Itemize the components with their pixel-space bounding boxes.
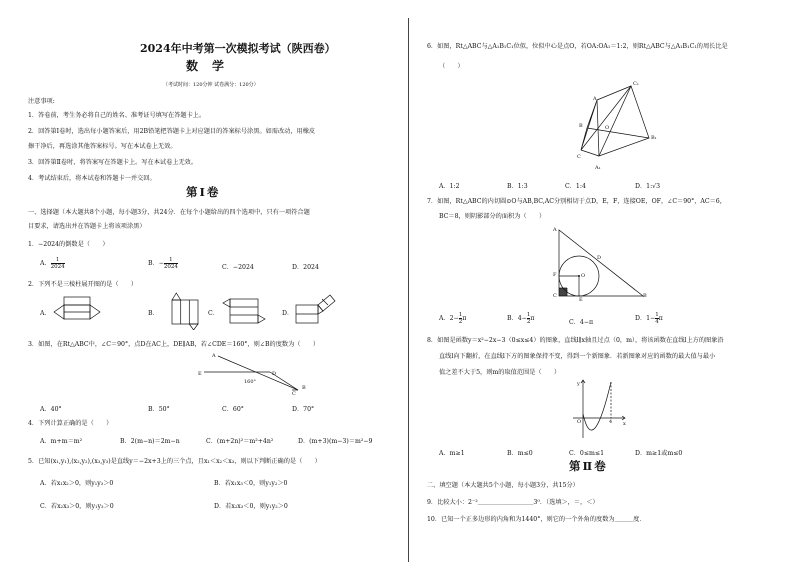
q4-option-d[interactable]: D．(m+3)(m−3)＝m²−9 — [298, 438, 373, 445]
q3-option-d[interactable]: D．70° — [292, 406, 315, 413]
q5-option-c[interactable]: C．若x₂x₃＞0，则y₁y₃＞0 — [40, 503, 114, 510]
q8-stem: 8．如图是函数y＝x²−2x−3（0≤x≤4）的图象，直线l∥x轴且过点（0，m），将该函数在直线l上方的图象沿 — [427, 337, 724, 344]
note-item: 2．回答第Ⅰ卷时，选出每小题答案后，用2B铅笔把答题卡上对应题目的答案标号涂黑。如需改动，用橡皮 — [28, 128, 316, 135]
q4-stem: 4．下列计算正确的是（ ） — [28, 420, 113, 427]
q1-stem: 1．−2024的倒数是（ ） — [28, 241, 109, 248]
q3-option-b[interactable]: B．50° — [148, 406, 170, 413]
q6-label-o: O — [605, 125, 610, 131]
net-figure-a — [52, 295, 102, 329]
q6-label-b1: B₁ — [651, 135, 657, 141]
q3-label-b: B — [302, 385, 306, 391]
q9-stem: 9．比较大小：2⁻²＿＿＿＿＿＿＿＿＿3⁰．（选填＞，＝，＜） — [427, 499, 599, 506]
q8-option-d[interactable]: D．m≥1或m≤0 — [635, 450, 683, 457]
q7-figure — [549, 222, 649, 304]
q5-option-d[interactable]: D．若x₂x₃＜0，则y₁y₂＞0 — [214, 503, 288, 510]
q6-option-b[interactable]: B．1:3 — [507, 183, 528, 190]
q6-label-a1: A₁ — [595, 165, 601, 171]
net-figure-b — [168, 292, 202, 330]
q6-label-c1: C₁ — [633, 81, 639, 87]
q1-option-c[interactable]: C．−2024 — [222, 264, 254, 271]
q4-option-a[interactable]: A．m+m＝m² — [40, 438, 83, 445]
q8-stem: 值之差不大于5，则m的取值范围是（ ） — [439, 369, 561, 376]
q3-label-e: E — [198, 371, 202, 377]
exam-title: 2024年中考第一次模拟考试（陕西卷） — [140, 42, 336, 55]
q3-label-a: A — [212, 353, 216, 359]
q3-label-d: D — [272, 371, 277, 377]
q7-label-e: E — [579, 297, 583, 303]
q8-option-a[interactable]: A．m≥1 — [439, 450, 465, 457]
q7-label-a: A — [553, 227, 557, 233]
note-item: 擦干净后，再选涂其他答案标号。写在本试卷上无效。 — [28, 143, 177, 150]
q7-label-b: B — [643, 293, 647, 299]
q7-label-c: C — [553, 293, 557, 299]
note-item: 4．考试结束后，将本试卷和答题卡一并交回。 — [28, 175, 156, 182]
q8-label-4: 4 — [609, 419, 613, 425]
q7-stem: BC＝8，则阴影部分的面积为（ ） — [439, 213, 546, 220]
part2-intro: 二、填空题（本大题共5个小题，每小题3分，共15分） — [427, 482, 579, 489]
q6-paren: （ ） — [439, 63, 464, 70]
q6-option-a[interactable]: A．1:2 — [439, 183, 460, 190]
q1-option-a[interactable]: A． $\frac{1}{2024}$ — [40, 257, 65, 270]
right-column — [409, 0, 794, 562]
q7-option-c[interactable]: C．4−π — [569, 319, 594, 326]
q3-stem: 3．如图，在Rt△ABC中，∠C＝90°，点D在AC上，DE∥AB，若∠CDE＝160°，则∠B的度数为（ ） — [28, 341, 320, 348]
q5-option-a[interactable]: A．若x₁x₂＞0，则y₁y₃＞0 — [40, 480, 114, 487]
q6-label-a: A — [593, 96, 597, 102]
note-item: 3．回答第Ⅱ卷时，将答案写在答题卡上。写在本试卷上无效。 — [28, 159, 198, 166]
q2-option-a[interactable]: A． — [40, 310, 51, 317]
q8-option-b[interactable]: B．m≤0 — [507, 450, 533, 457]
notes-heading: 注意事项: — [28, 98, 55, 105]
part1-intro: 一、选择题（本大题共8个小题，每小题3分，共24分．在每个小题给出的四个选项中，只有一项符合题 — [28, 209, 310, 216]
q2-option-b[interactable]: B． — [148, 310, 159, 317]
q7-stem: 7．如图，Rt△ABC的内切圆⊙O与AB,BC,AC分别相切于点D，E，F，连接OE，OF，∠C＝90°，AC＝6， — [427, 198, 726, 205]
q6-stem: 6．如图，Rt△ABC与△A₁B₁C₁位似，位似中心是点O，若OA:OA₁＝1:2，则Rt△ABC与△A₁B₁C₁的周长比是 — [427, 43, 728, 50]
q6-label-b: B — [579, 123, 583, 129]
q3-option-a[interactable]: A．40° — [40, 406, 62, 413]
q1-option-d[interactable]: D．2024 — [292, 264, 319, 271]
q8-label-o: O — [577, 419, 582, 425]
q8-option-c[interactable]: C．0≤m≤1 — [569, 450, 605, 457]
q4-option-b[interactable]: B．2(m−n)＝2m−n — [120, 438, 180, 445]
q8-label-y: y — [577, 381, 580, 387]
q8-stem: 直线l向下翻折，在直线l下方的图象保持不变，得到一个新图象．若新图象对应的函数的最大值与最小 — [439, 353, 716, 360]
q3-label-c: C — [292, 391, 296, 397]
part1-intro: 目要求，请选出并在答题卡上将该项涂黑） — [28, 223, 146, 230]
q6-label-c: C — [577, 154, 581, 160]
q5-option-b[interactable]: B．若x₁x₃＜0，则y₁y₂＞0 — [214, 480, 288, 487]
q7-label-o: O — [581, 273, 586, 279]
q2-stem: 2．下列不是三棱柱展开图的是（ ） — [28, 281, 138, 288]
q1-option-b[interactable]: B．− $\frac{1}{2024}$ — [148, 257, 178, 270]
q8-label-x: x — [623, 421, 626, 427]
q7-option-a[interactable]: A．2− $\frac{1}{2}$ π — [439, 312, 467, 325]
net-figure-d — [292, 289, 336, 329]
q4-option-c[interactable]: C．(m+2n)²＝m²+4n² — [206, 438, 274, 445]
net-figure-c — [222, 293, 266, 329]
part2-heading: 第Ⅱ卷 — [569, 459, 608, 473]
q3-option-c[interactable]: C．60° — [222, 406, 244, 413]
q7-label-f: F — [553, 272, 557, 278]
q10-stem: 10．已知一个正多边形的内角和为1440°，则它的一个外角的度数为＿＿＿度． — [427, 516, 646, 523]
q7-option-d[interactable]: D．1− $\frac{1}{4}$ π — [635, 312, 663, 325]
q2-option-c[interactable]: C． — [208, 310, 219, 317]
q3-label-angle: 160° — [244, 379, 257, 385]
q7-label-d: D — [597, 255, 602, 261]
q2-option-d[interactable]: D． — [282, 310, 294, 317]
exam-info: （考试时间：120分钟 试卷满分：120分） — [163, 82, 259, 88]
note-item: 1．答卷前，考生务必将自己的姓名、准考证号填写在答题卡上。 — [28, 112, 206, 119]
q5-stem: 5．已知(x₁,y₁),(x₂,y₂),(x₃,y₃)是直线y＝−2x+3上的三个点，且x₁＜x₂＜x₃，则以下判断正确的是（ ） — [28, 458, 321, 465]
q6-option-c[interactable]: C．1:4 — [565, 183, 586, 190]
q7-option-b[interactable]: B．4− $\frac{1}{2}$ π — [507, 312, 535, 325]
q6-option-d[interactable]: D．1:√3 — [635, 183, 661, 190]
subject-title: 数学 — [186, 59, 239, 73]
part1-heading: 第Ⅰ卷 — [186, 185, 221, 199]
